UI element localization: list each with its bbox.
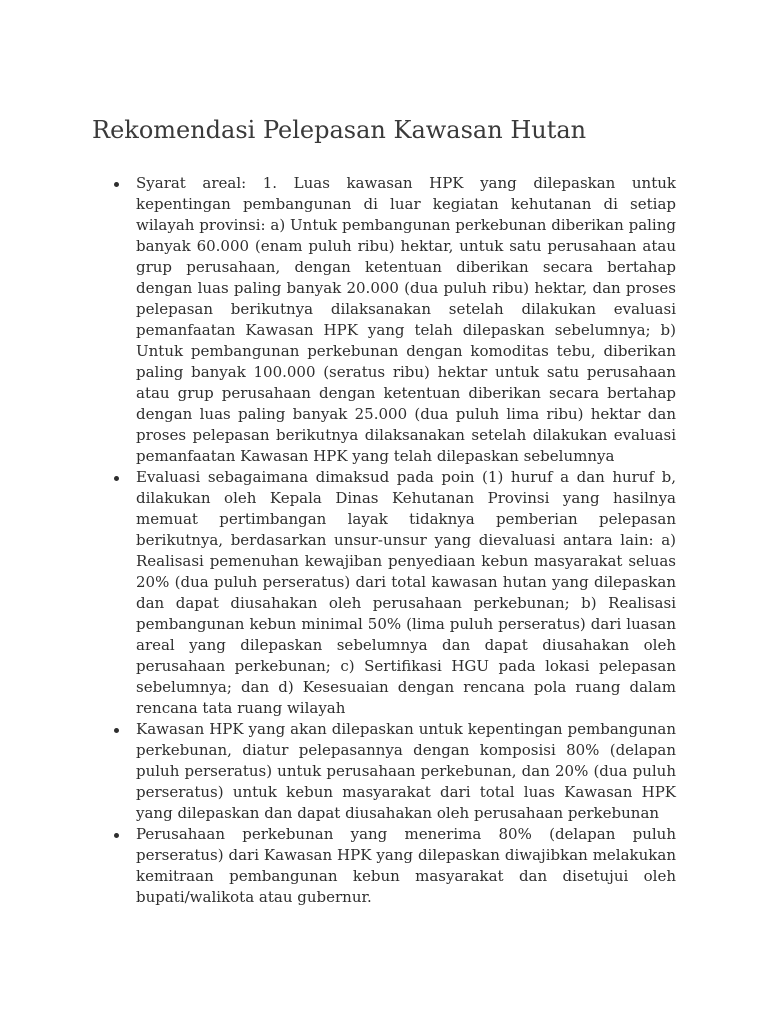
list-item-text: Perusahaan perkebunan yang menerima 80% (delapan puluh perseratus) dari Kawasan HPK yang dilepaskan diwajibkan melakukan kemitraan pembangunan kebun masyarakat dan disetujui oleh bupati/walikota atau gubernur.	[136, 825, 676, 906]
list-item	[136, 173, 676, 467]
document-title: Rekomendasi Pelepasan Kawasan Hutan	[92, 116, 587, 144]
bullet-list	[0, 173, 768, 908]
list-item	[136, 719, 676, 824]
list-item-text: Syarat areal: 1. Luas kawasan HPK yang dilepaskan untuk kepentingan pembangunan di luar kegiatan kehutanan di setiap wilayah provinsi: a) Untuk pembangunan perkebunan diberikan paling banyak 60.000 (enam puluh ribu) hektar, untuk satu perusahaan atau grup perusahaan, dengan ketentuan diberikan secara bertahap dengan luas paling banyak 20.000 (dua puluh ribu) hektar, dan proses pelepasan berikutnya dilaksanakan setelah dilakukan evaluasi pemanfaatan Kawasan HPK yang telah dilepaskan sebelumnya; b) Untuk pembangunan perkebunan dengan komoditas tebu, diberikan paling banyak 100.000 (seratus ribu) hektar untuk satu perusahaan atau grup perusahaan dengan ketentuan diberikan secara bertahap dengan luas paling banyak 25.000 (dua puluh lima ribu) hektar dan proses pelepasan berikutnya dilaksanakan setelah dilakukan evaluasi pemanfaatan Kawasan HPK yang telah dilepaskan sebelumnya	[136, 174, 676, 465]
bullet-icon	[114, 476, 119, 481]
list-item	[136, 467, 676, 719]
bullet-icon	[114, 182, 119, 187]
list-item	[136, 824, 676, 908]
list-item-text: Kawasan HPK yang akan dilepaskan untuk kepentingan pembangunan perkebunan, diatur pelepasannya dengan komposisi 80% (delapan puluh perseratus) untuk perusahaan perkebunan, dan 20% (dua puluh perseratus) untuk kebun masyarakat dari total luas Kawasan HPK yang dilepaskan dan dapat diusahakan oleh perusahaan perkebunan	[136, 720, 676, 822]
bullet-icon	[114, 833, 119, 838]
bullet-icon	[114, 728, 119, 733]
list-item-text: Evaluasi sebagaimana dimaksud pada poin (1) huruf a dan huruf b, dilakukan oleh Kepala Dinas Kehutanan Provinsi yang hasilnya memuat pertimbangan layak tidaknya pemberian pelepasan berikutnya, berdasarkan unsur-unsur yang dievaluasi antara lain: a) Realisasi pemenuhan kewajiban penyediaan kebun masyarakat seluas 20% (dua puluh perseratus) dari total kawasan hutan yang dilepaskan dan dapat diusahakan oleh perusahaan perkebunan; b) Realisasi pembangunan kebun minimal 50% (lima puluh perseratus) dari luasan areal yang dilepaskan sebelumnya dan dapat diusahakan oleh perusahaan perkebunan; c) Sertifikasi HGU pada lokasi pelepasan sebelumnya; dan d) Kesesuaian dengan rencana pola ruang dalam rencana tata ruang wilayah	[136, 468, 676, 717]
